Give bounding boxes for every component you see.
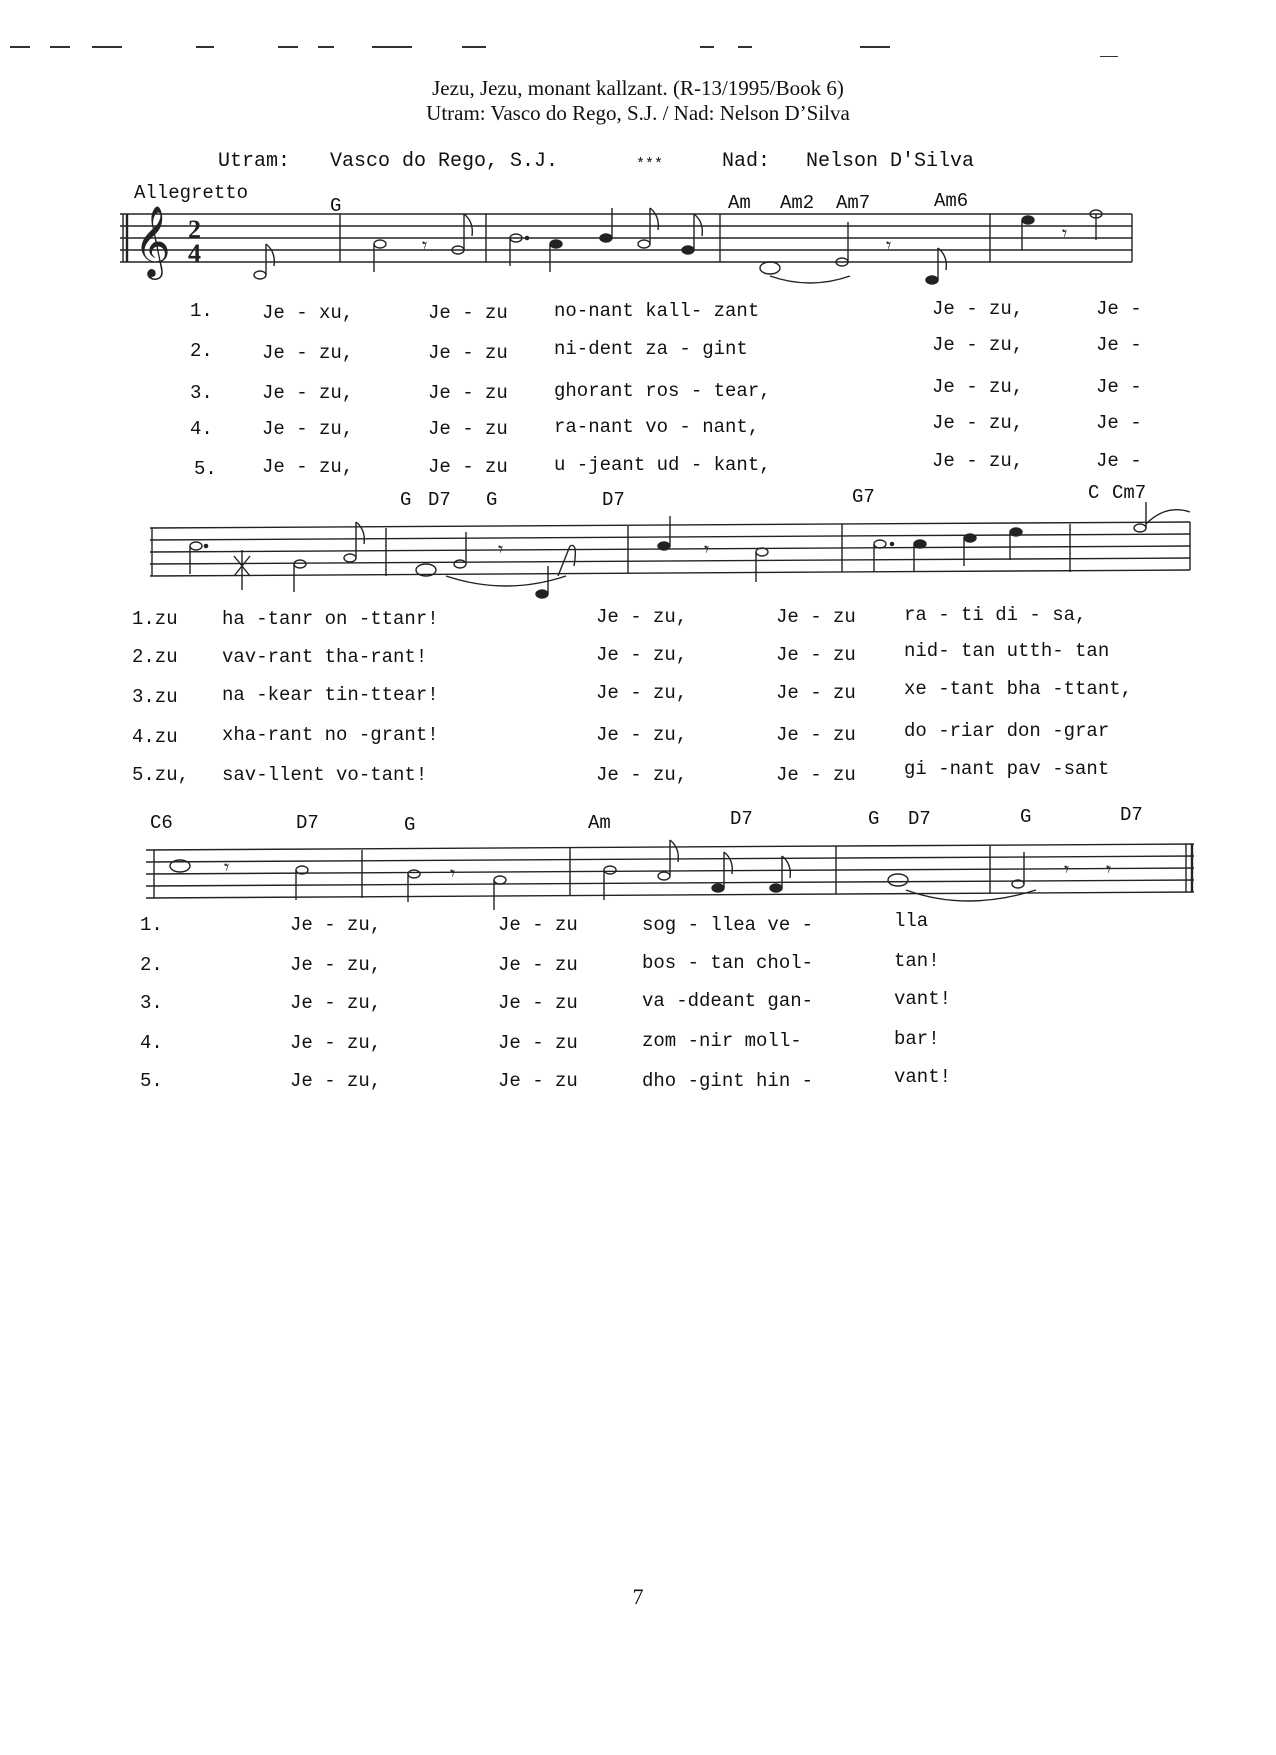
- svg-text:𝄾: 𝄾: [1106, 859, 1112, 881]
- chord: Cm7: [1112, 482, 1147, 504]
- verse-number: 1.zu: [132, 608, 178, 630]
- lyric: tan!: [894, 950, 940, 972]
- nad-name: Nelson D'Silva: [806, 150, 975, 173]
- lyric: Je - zu,: [290, 914, 382, 936]
- song-credits-line: Utram: Vasco do Rego, S.J. / Nad: Nelson D’Silva: [426, 101, 850, 125]
- lyric: Je -: [1096, 298, 1142, 320]
- song-title: Jezu, Jezu, monant kallzant. (R-13/1995/Book 6): [432, 76, 844, 100]
- chord: G: [404, 814, 416, 836]
- lyric: Je - zu,: [932, 376, 1024, 398]
- utram-name: Vasco do Rego, S.J.: [330, 150, 559, 173]
- lyric: Je - zu,: [290, 954, 382, 976]
- verse-number: 3.: [140, 992, 163, 1014]
- lyric: Je - zu: [498, 954, 578, 976]
- lyric: Je - zu,: [932, 450, 1024, 472]
- lyric: Je - zu,: [262, 456, 354, 478]
- chord: D7: [428, 489, 451, 511]
- lyric: Je - zu,: [932, 334, 1024, 356]
- page-number: 7: [632, 1584, 644, 1609]
- chord: G: [1020, 806, 1032, 828]
- lyric: vant!: [894, 988, 952, 1010]
- treble-clef-icon: 𝄞: [134, 204, 171, 277]
- chord: D7: [1120, 804, 1143, 826]
- lyric: Je - zu: [776, 644, 856, 666]
- chord: C6: [150, 812, 173, 834]
- lyric: xe -tant bha -ttant,: [904, 678, 1133, 700]
- lyric: bar!: [894, 1028, 940, 1050]
- svg-text:𝄾: 𝄾: [498, 539, 504, 561]
- lyric: Je - zu: [428, 456, 508, 478]
- lyric: sav-llent vo-tant!: [222, 764, 428, 786]
- lyric: Je - zu: [498, 1032, 578, 1054]
- lyric: Je -: [1096, 334, 1142, 356]
- svg-text:𝄾: 𝄾: [450, 863, 456, 885]
- chord: G: [868, 808, 880, 830]
- lyric: na -kear tin-ttear!: [222, 684, 439, 706]
- lyric: ra-nant vo - nant,: [554, 416, 760, 438]
- lyric: Je -: [1096, 412, 1142, 434]
- lyric: no-nant kall- zant: [554, 300, 760, 322]
- lyric: Je - zu: [498, 1070, 578, 1092]
- chord: D7: [730, 808, 753, 830]
- lyric: va -ddeant gan-: [642, 990, 814, 1012]
- chord: D7: [296, 812, 319, 834]
- lyric: Je - zu: [776, 764, 856, 786]
- lyric: Je - zu,: [596, 764, 688, 786]
- lyric: dho -gint hin -: [642, 1070, 814, 1092]
- lyric: Je -: [1096, 376, 1142, 398]
- chord: Am: [728, 192, 751, 214]
- lyric: vav-rant tha-rant!: [222, 646, 428, 668]
- lyric: Je - zu,: [290, 1032, 382, 1054]
- lyric: Je - zu,: [262, 342, 354, 364]
- lyric: Je - xu,: [262, 302, 354, 324]
- time-signature-top: 2: [188, 215, 201, 244]
- chord: G: [330, 195, 342, 217]
- lyric: ra - ti di - sa,: [904, 604, 1087, 626]
- lyric: vant!: [894, 1066, 952, 1088]
- lyric: Je - zu,: [596, 682, 688, 704]
- verse-number: 3.zu: [132, 686, 178, 708]
- lyric: Je - zu: [776, 682, 856, 704]
- lyric: Je - zu: [428, 302, 508, 324]
- verse-number: 4.: [140, 1032, 163, 1054]
- chord: D7: [908, 808, 931, 830]
- lyric: ni-dent za - gint: [554, 338, 748, 360]
- svg-text:𝄾: 𝄾: [704, 539, 710, 561]
- lyric: Je - zu: [428, 418, 508, 440]
- lyric: do -riar don -grar: [904, 720, 1110, 742]
- lyric: Je -: [1096, 450, 1142, 472]
- lyric: zom -nir moll-: [642, 1030, 802, 1052]
- svg-text:𝄾: 𝄾: [886, 235, 892, 257]
- staff-system-2: [150, 506, 1190, 616]
- chord: G: [486, 489, 498, 511]
- chord: D7: [602, 489, 625, 511]
- verse-number: 3.: [190, 382, 213, 404]
- lyric: ghorant ros - tear,: [554, 380, 771, 402]
- lyric: Je - zu,: [290, 992, 382, 1014]
- verse-number: 4.: [190, 418, 213, 440]
- lyric: nid- tan utth- tan: [904, 640, 1110, 662]
- lyric: sog - llea ve -: [642, 914, 814, 936]
- lyric: Je - zu,: [262, 418, 354, 440]
- staff-system-1: [120, 200, 1140, 310]
- stars: ***: [636, 156, 664, 173]
- chord: Am7: [836, 192, 871, 214]
- lyric: Je - zu,: [932, 298, 1024, 320]
- verse-number: 2.: [190, 340, 213, 362]
- chord: Am: [588, 812, 611, 834]
- verse-number: 1.: [190, 300, 213, 322]
- lyric: Je - zu: [428, 342, 508, 364]
- chord: C: [1088, 482, 1100, 504]
- lyric: Je - zu,: [932, 412, 1024, 434]
- svg-text:𝄾: 𝄾: [1064, 859, 1070, 881]
- verse-number: 5.: [194, 458, 217, 480]
- time-signature-bottom: 4: [188, 239, 201, 268]
- verse-number: 4.zu: [132, 726, 178, 748]
- lyric: Je - zu: [498, 992, 578, 1014]
- tempo-marking: Allegretto: [134, 182, 249, 204]
- utram-label: Utram:: [218, 150, 291, 173]
- nad-label: Nad:: [722, 150, 771, 173]
- lyric: u -jeant ud - kant,: [554, 454, 771, 476]
- chord: G7: [852, 486, 875, 508]
- verse-number: 2.zu: [132, 646, 178, 668]
- chord: Am6: [934, 190, 969, 212]
- verse-number: 5.zu,: [132, 764, 190, 786]
- lyric: Je - zu,: [262, 382, 354, 404]
- verse-number: 2.: [140, 954, 163, 976]
- svg-text:𝄾: 𝄾: [422, 235, 428, 257]
- lyric: Je - zu: [776, 606, 856, 628]
- lyric: lla: [894, 910, 929, 932]
- verse-number: 5.: [140, 1070, 163, 1092]
- svg-text:𝄾: 𝄾: [1062, 223, 1068, 245]
- svg-text:𝄾: 𝄾: [224, 857, 230, 879]
- lyric: Je - zu: [776, 724, 856, 746]
- lyric: Je - zu: [498, 914, 578, 936]
- lyric: Je - zu: [428, 382, 508, 404]
- verse-number: 1.: [140, 914, 163, 936]
- lyric: xha-rant no -grant!: [222, 724, 439, 746]
- lyric: Je - zu,: [596, 644, 688, 666]
- lyric: Je - zu,: [596, 724, 688, 746]
- lyric: Je - zu,: [596, 606, 688, 628]
- chord: Am2: [780, 192, 815, 214]
- chord: G: [400, 489, 412, 511]
- lyric: bos - tan chol-: [642, 952, 814, 974]
- lyric: Je - zu,: [290, 1070, 382, 1092]
- lyric: ha -tanr on -ttanr!: [222, 608, 439, 630]
- lyric: gi -nant pav -sant: [904, 758, 1110, 780]
